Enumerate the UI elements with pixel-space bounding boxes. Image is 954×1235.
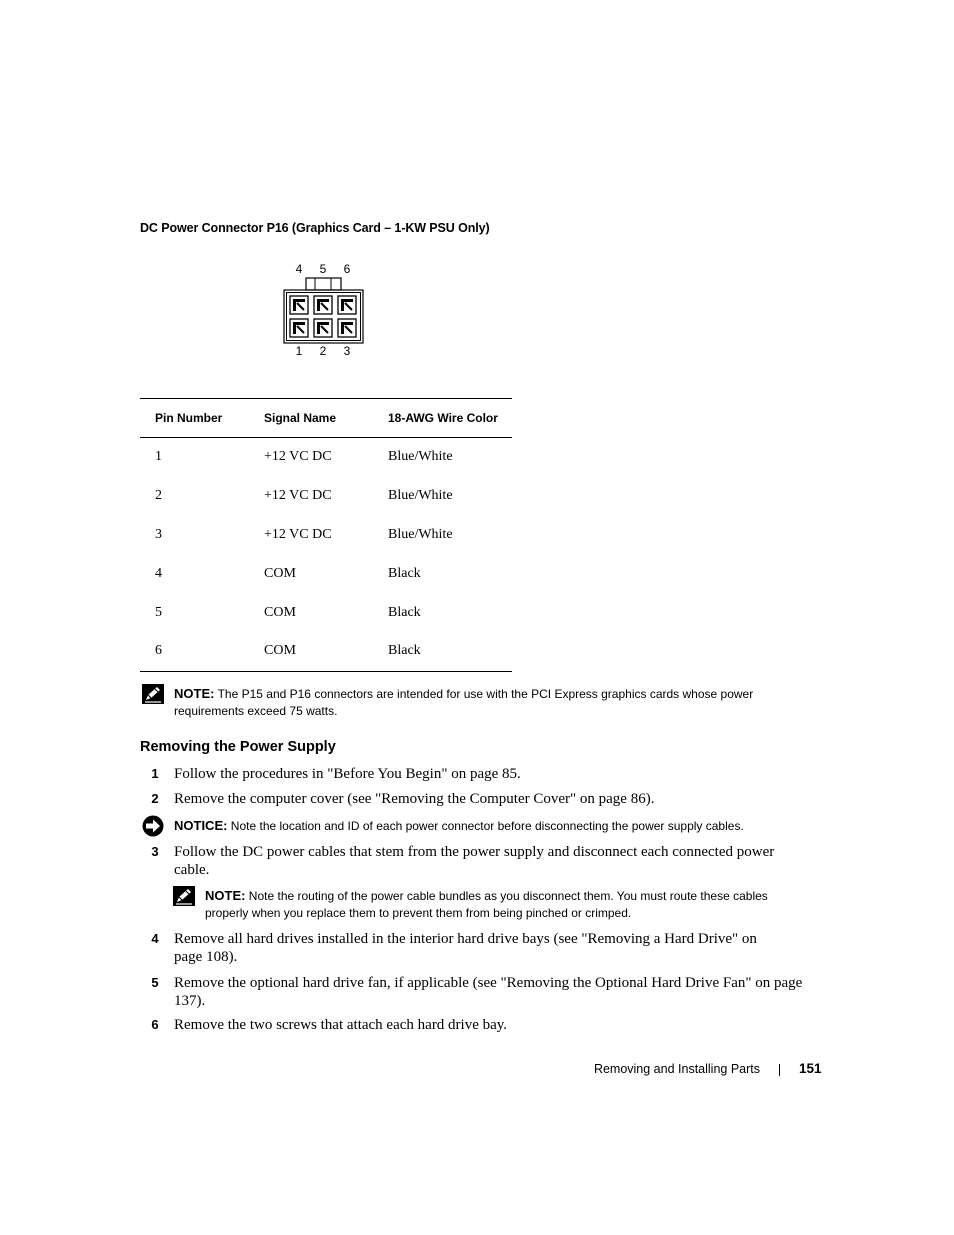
col-header-signal-name: Signal Name — [264, 411, 337, 425]
cell-signal-name: +12 VC DC — [264, 488, 332, 504]
pin-socket-6 — [338, 296, 356, 314]
cell-pin-number: 4 — [155, 565, 162, 581]
step-number: 5 — [151, 975, 159, 990]
step-number: 4 — [151, 931, 159, 946]
step-text: Remove the computer cover (see "Removing the Computer Cover" on page 86). — [174, 791, 655, 807]
table-row — [140, 554, 512, 593]
step-text: Remove the two screws that attach each hard drive bay. — [174, 1017, 508, 1033]
note-callout-1 — [174, 685, 814, 720]
arrow-circle-notice-icon — [142, 815, 164, 837]
footer-section-title: Removing and Installing Parts — [593, 1062, 760, 1076]
step-number: 6 — [151, 1017, 159, 1032]
pin-socket-2 — [314, 319, 332, 337]
notice-body: Note the location and ID of each power connector before disconnecting the power supply cables. — [230, 819, 744, 833]
cell-wire-color: Blue/White — [388, 526, 453, 542]
pin-label-top-4: 4 — [295, 262, 303, 276]
pin-socket-4 — [290, 296, 308, 314]
pin-socket-5 — [314, 296, 332, 314]
notice-label: NOTICE: — [174, 818, 228, 833]
pin-label-top-5: 5 — [319, 262, 327, 276]
step-text: Follow the DC power cables that stem from the power supply and disconnect each connected power cable. — [174, 844, 775, 878]
note-body: Note the routing of the power cable bundles as you disconnect them. You must route these cables properly when you replace them to prevent them from being pinched or crimped. — [205, 889, 768, 920]
pin-socket-3 — [338, 319, 356, 337]
pin-label-bottom-3: 3 — [343, 344, 351, 358]
table-row — [140, 477, 512, 516]
cell-pin-number: 6 — [155, 643, 162, 659]
page-number: 151 — [799, 1061, 822, 1076]
table-header-row — [140, 399, 512, 438]
table-row — [140, 593, 512, 632]
cell-pin-number: 5 — [155, 604, 162, 620]
step-number: 1 — [151, 766, 159, 781]
cell-wire-color: Blue/White — [388, 488, 453, 504]
connector-diagram — [278, 258, 368, 360]
pencil-note-icon — [173, 886, 195, 906]
cell-signal-name: COM — [264, 643, 296, 659]
figure-title: DC Power Connector P16 (Graphics Card – 1-KW PSU Only) — [140, 221, 490, 235]
cell-wire-color: Black — [388, 604, 421, 620]
connector-housing-outer — [284, 290, 363, 343]
notice-callout — [174, 817, 814, 835]
col-header-pin-number: Pin Number — [155, 411, 223, 425]
table-row — [140, 516, 512, 555]
table-row — [140, 438, 512, 477]
pin-socket-1 — [290, 319, 308, 337]
cell-pin-number: 2 — [155, 488, 162, 504]
step-text: Follow the procedures in "Before You Begin" on page 85. — [174, 766, 521, 782]
pin-label-bottom-2: 2 — [319, 344, 327, 358]
cell-wire-color: Blue/White — [388, 449, 453, 465]
table-row — [140, 632, 512, 671]
cell-signal-name: +12 VC DC — [264, 449, 332, 465]
note-callout-2 — [205, 887, 805, 922]
pin-label-bottom-1: 1 — [295, 344, 303, 358]
section-heading: Removing the Power Supply — [140, 739, 336, 755]
footer-divider — [779, 1064, 780, 1076]
cell-wire-color: Black — [388, 643, 421, 659]
connector-latch — [306, 278, 341, 290]
pin-label-top-6: 6 — [343, 262, 351, 276]
step-text: Remove all hard drives installed in the interior hard drive bays (see "Removing a Hard Drive" on page 108). — [174, 931, 757, 965]
note-body: The P15 and P16 connectors are intended for use with the PCI Express graphics cards whose power requirements exceed 75 watts. — [174, 687, 754, 718]
step-number: 2 — [151, 791, 159, 806]
cell-signal-name: +12 VC DC — [264, 526, 332, 542]
cell-wire-color: Black — [388, 565, 421, 581]
cell-signal-name: COM — [264, 565, 296, 581]
note-label: NOTE: — [174, 686, 215, 701]
note-label: NOTE: — [205, 888, 246, 903]
col-header-wire-color: 18-AWG Wire Color — [388, 411, 498, 425]
cell-pin-number: 3 — [155, 526, 162, 542]
cell-pin-number: 1 — [155, 449, 162, 465]
pencil-note-icon — [142, 684, 164, 704]
pin-table — [140, 398, 512, 672]
cell-signal-name: COM — [264, 604, 296, 620]
step-number: 3 — [151, 844, 159, 859]
step-text: Remove the optional hard drive fan, if applicable (see "Removing the Optional Hard Drive Fan" on page 137). — [174, 975, 803, 1009]
